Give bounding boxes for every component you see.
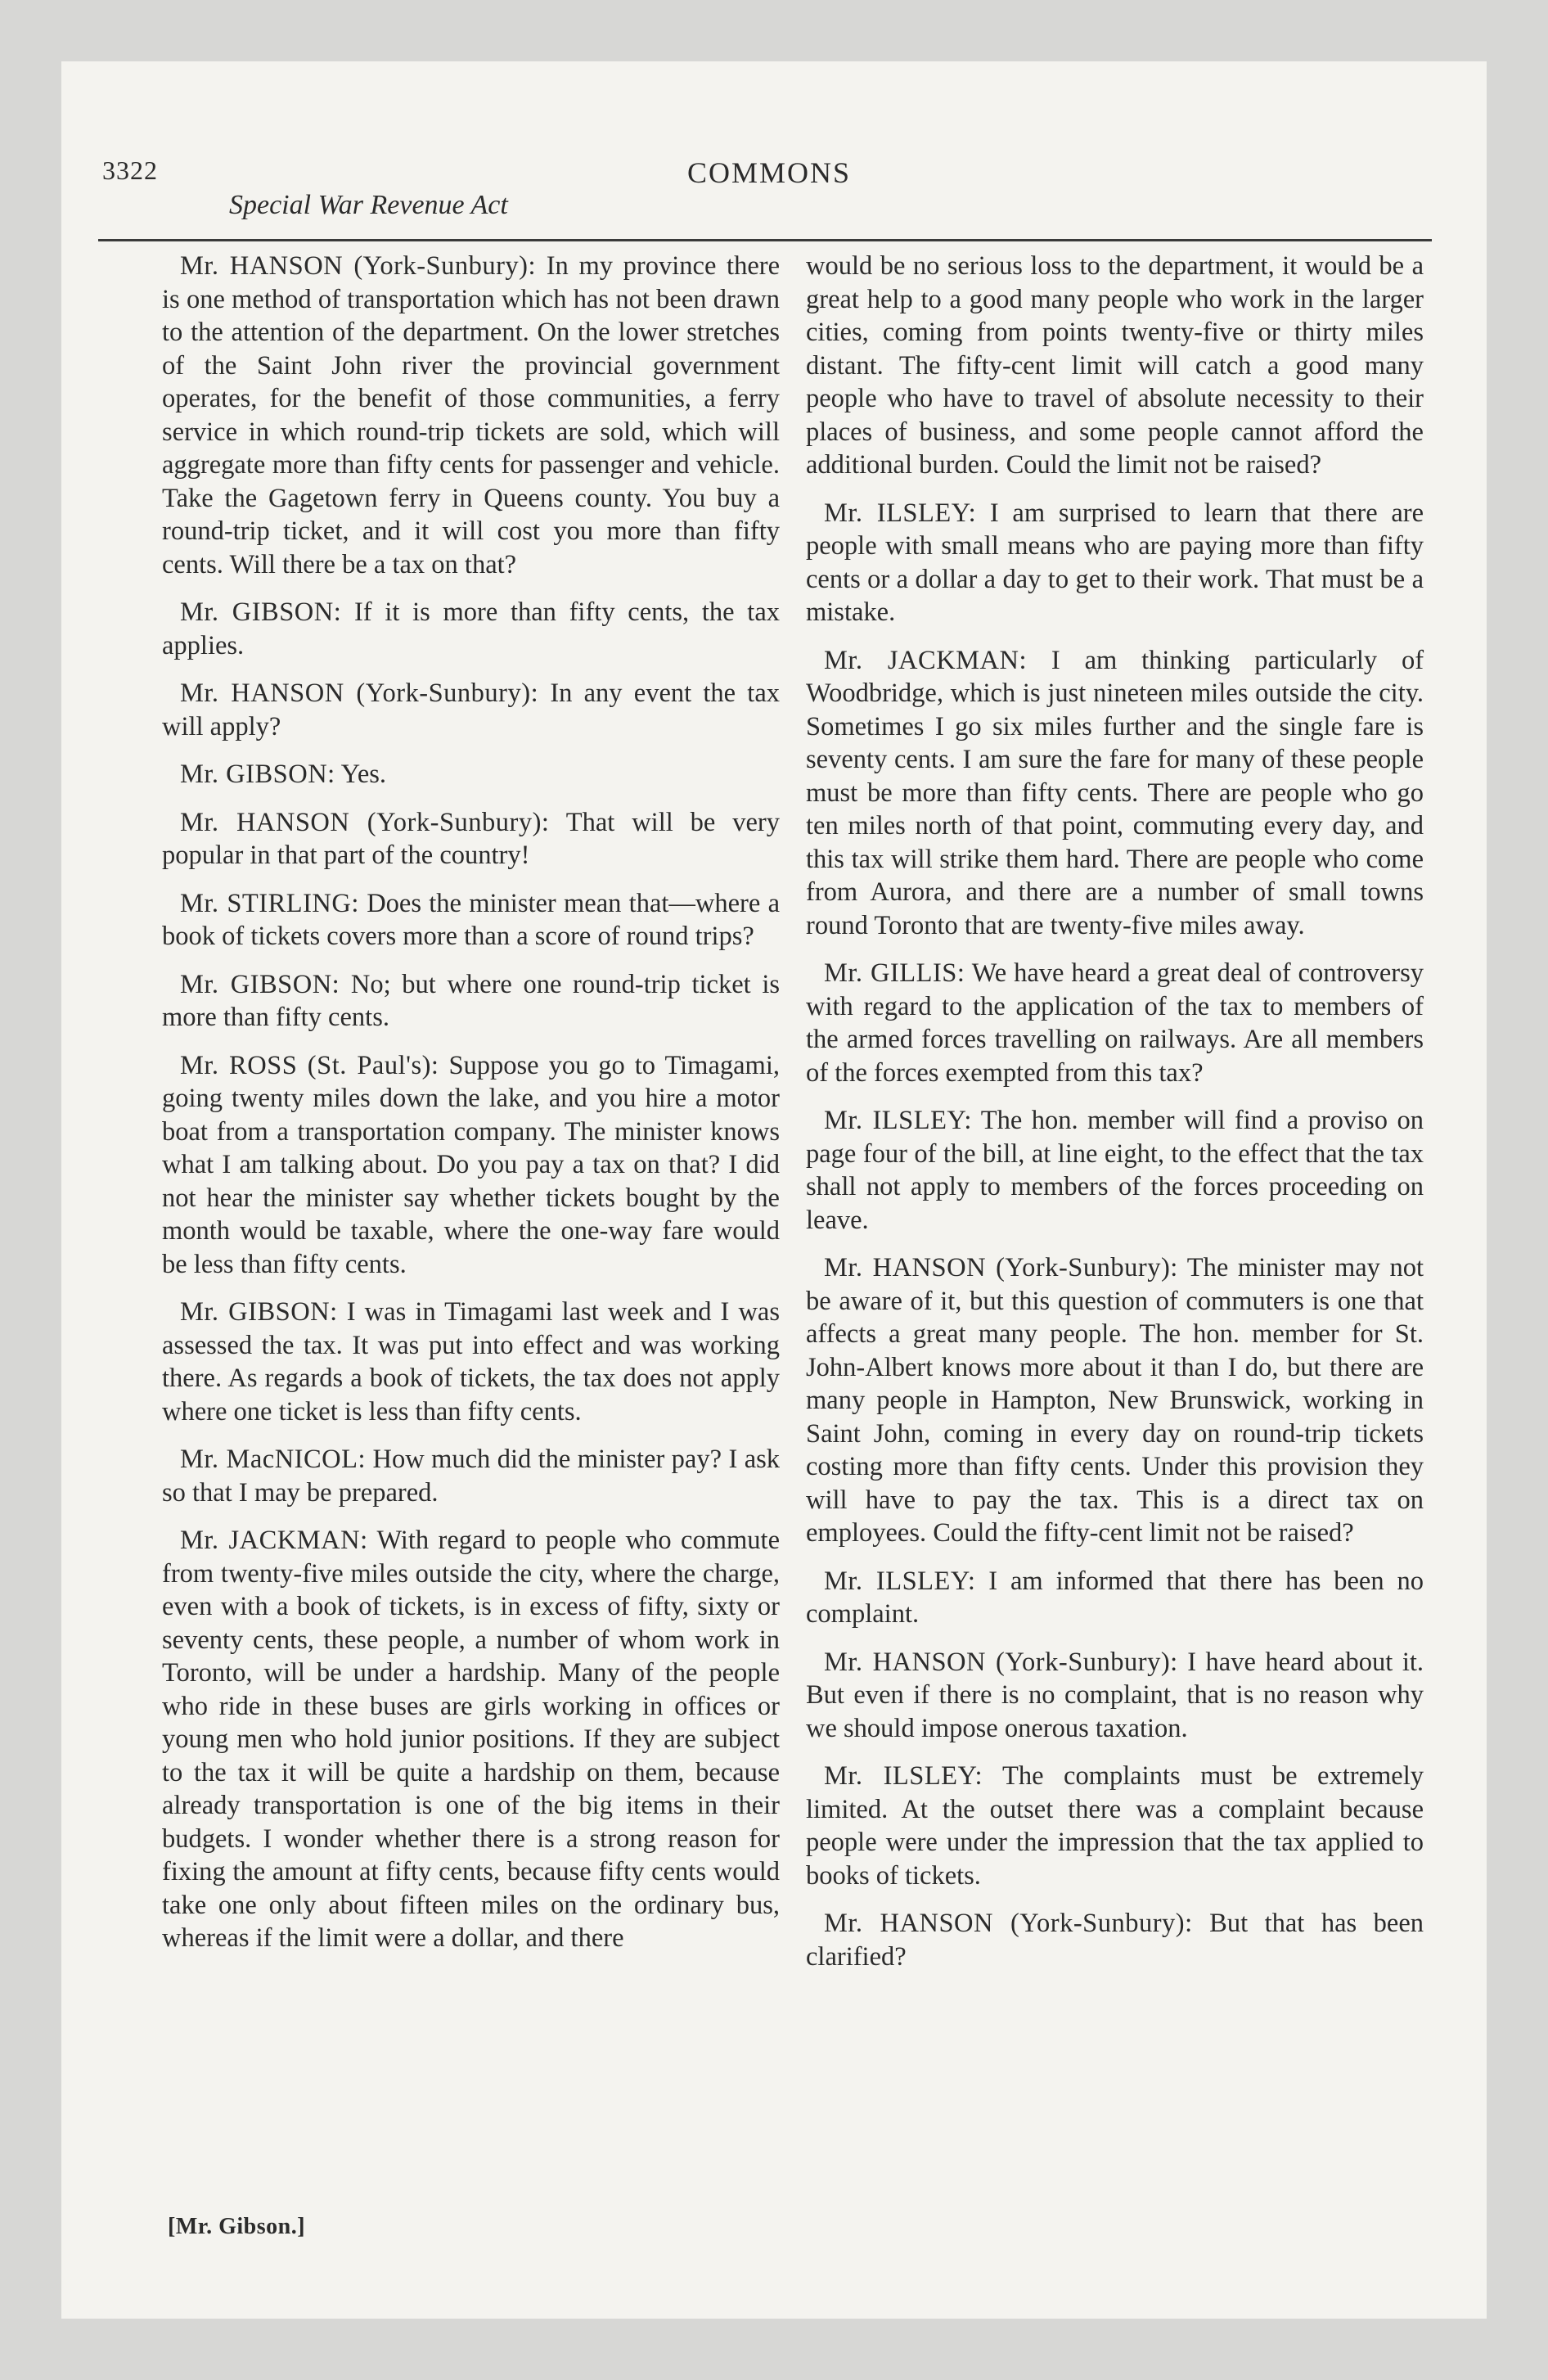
speech-text: Yes. [340, 760, 387, 789]
speaker-name: Mr. GILLIS: [824, 958, 965, 988]
speech-paragraph [162, 1524, 780, 1955]
page-header [102, 98, 1436, 246]
header-rule [98, 239, 1432, 241]
speech-text: I am thinking particularly of Woodbridge, which is just nineteen miles outside the city. Sometimes I go six miles further and the single fare is seventy cents. I am sure the fare for many of these people must be more than fifty cents. There are people who go ten miles north of that point, commuting every day, and this tax will strike them hard. There are people who come from Aurora, and there are a number of small towns round Toronto that are twenty-five miles away. [806, 645, 1424, 940]
speech-text: I am informed that there has been no complaint. [806, 1566, 1424, 1629]
speech-text: With regard to people who commute from twenty-five miles outside the city, where the charge, even with a book of tickets, is in excess of fifty, sixty or seventy cents, these people, a number of whom work in Toronto, will be under a hardship. Many of the people who ride in these buses are girls working in offices or young men who hold junior positions. If they are subject to the tax it will be quite a hardship on them, because already transportation is one of the big items in their budgets. I wonder whether there is a strong reason for fixing the amount at fifty cents, because fifty cents would take one only about fifteen miles on the ordinary bus, whereas if the limit were a dollar, and there [162, 1526, 780, 1953]
speech-text: I was in Timagami last week and I was assessed the tax. It was put into effect and was working there. As regards a book of tickets, the tax does not apply where one ticket is less than fifty cents. [162, 1297, 780, 1427]
speech-paragraph [162, 596, 780, 662]
speech-paragraph [162, 1049, 780, 1282]
speech-text: The complaints must be extremely limited. At the outset there was a complaint because people were under the impression that the tax applied to books of tickets. [806, 1761, 1424, 1891]
speaker-name: Mr. GIBSON: [180, 597, 342, 627]
speaker-name: Mr. HANSON (York-Sunbury): [180, 251, 537, 281]
speech-text: If it is more than fifty cents, the tax applies. [162, 597, 780, 660]
speech-paragraph [162, 758, 780, 791]
speech-text: In any event the tax will apply? [162, 678, 780, 741]
speech-paragraph [806, 1907, 1424, 1973]
speech-paragraph [806, 1646, 1424, 1746]
speech-paragraph [806, 1104, 1424, 1237]
speech-paragraph [806, 1760, 1424, 1892]
speech-paragraph [162, 250, 780, 581]
speech-paragraph [162, 968, 780, 1034]
right-column [806, 250, 1424, 1988]
speech-paragraph [806, 957, 1424, 1089]
speaker-name: Mr. GIBSON: [180, 1297, 338, 1327]
speech-text: would be no serious loss to the department, it would be a great help to a good many people who work in the larger cities, coming from points twenty-five or thirty miles distant. The fifty-cent limit will catch a good many people who have to travel of absolute necessity to their places of business, and some people cannot afford the additional burden. Could the limit not be raised? [806, 251, 1424, 480]
page-number: 3322 [102, 156, 158, 185]
speech-text: I have heard about it. But even if there is no complaint, that is no reason why we should impose onerous taxation. [806, 1647, 1424, 1743]
speaker-name: Mr. ILSLEY: [824, 498, 977, 528]
speech-text: The hon. member will find a proviso on page four of the bill, at line eight, to the effect that the tax shall not apply to members of the forces proceeding on leave. [806, 1106, 1424, 1235]
speech-paragraph [162, 1443, 780, 1509]
speech-paragraph [806, 1251, 1424, 1550]
speaker-name: Mr. HANSON (York-Sunbury): [824, 1253, 1178, 1282]
speaker-name: Mr. HANSON (York-Sunbury): [824, 1909, 1193, 1938]
speaker-name: Mr. MacNICOL: [180, 1445, 367, 1474]
speech-text: But that has been clarified? [806, 1909, 1424, 1972]
speech-paragraph [806, 497, 1424, 629]
speech-paragraph [162, 887, 780, 953]
speech-paragraph [806, 644, 1424, 943]
speech-paragraph [162, 677, 780, 743]
left-column [162, 250, 780, 1970]
speech-text: No; but where one round-trip ticket is more than fifty cents. [162, 969, 780, 1032]
speaker-name: Mr. ILSLEY: [824, 1106, 972, 1135]
speech-text: Does the minister mean that—where a book of tickets covers more than a score of round trips? [162, 888, 781, 951]
speech-text: In my province there is one method of transportation which has not been drawn to the attention of the department. On the lower stretches of the Saint John river the provincial government operates, for the benefit of those communities, a ferry service in which round-trip tickets are sold, which will aggregate more than fifty cents for passenger and vehicle. Take the Gagetown ferry in Queens county. You buy a round-trip ticket, and it will cost you more than fifty cents. Will there be a tax on that? [162, 251, 781, 579]
speaker-name: Mr. HANSON (York-Sunbury): [180, 678, 539, 708]
speech-text: I am surprised to learn that there are people with small means who are paying more than fifty cents or a dollar a day to get to their work. That must be a mistake. [806, 498, 1424, 627]
speaker-name: Mr. ILSLEY: [824, 1566, 976, 1596]
speaker-name: Mr. ROSS (St. Paul's): [180, 1050, 439, 1080]
speech-paragraph [162, 1296, 780, 1428]
speaker-name: Mr. GIBSON: [180, 760, 335, 789]
speech-paragraph [806, 1565, 1424, 1631]
speech-text: We have heard a great deal of controversy with regard to the application of the tax to members of the armed forces travelling on railways. Are all members of the forces exempted from this tax? [806, 958, 1424, 1088]
speech-text: How much did the minister pay? I ask so that I may be prepared. [162, 1445, 781, 1508]
section-title: Special War Revenue Act [229, 190, 508, 220]
speaker-name: Mr. STIRLING: [180, 888, 359, 918]
speech-text: The minister may not be aware of it, but this question of commuters is one that affects a great many people. The hon. member for St. John-Albert knows more about it than I do, but there are many people in Hampton, New Brunswick, working in Saint John, coming in every day on round-trip tickets costing more than fifty cents. Under this provision they will have to pay the tax. This is a direct tax on employees. Could the fifty-cent limit not be raised? [806, 1253, 1424, 1548]
running-title: COMMONS [686, 156, 852, 189]
speech-paragraph-continued [806, 250, 1424, 482]
speaker-name: Mr. JACKMAN: [180, 1526, 368, 1555]
speaker-name: Mr. HANSON (York-Sunbury): [824, 1647, 1178, 1677]
speech-text: Suppose you go to Timagami, going twenty miles down the lake, and you hire a motor boat from a transportation company. The minister knows what I am talking about. Do you pay a tax on that? I did not hear the minister say whether tickets bought by the month would be taxable, where the one-way fare would be less than fifty cents. [162, 1050, 780, 1279]
speaker-name: Mr. ILSLEY: [824, 1761, 983, 1791]
footer-citation: [Mr. Gibson.] [168, 2214, 306, 2239]
speaker-name: Mr. GIBSON: [180, 969, 340, 999]
speech-text: That will be very popular in that part of the country! [162, 807, 780, 870]
speaker-name: Mr. JACKMAN: [824, 645, 1028, 675]
speaker-name: Mr. HANSON (York-Sunbury): [180, 807, 550, 837]
speech-paragraph [162, 806, 780, 872]
